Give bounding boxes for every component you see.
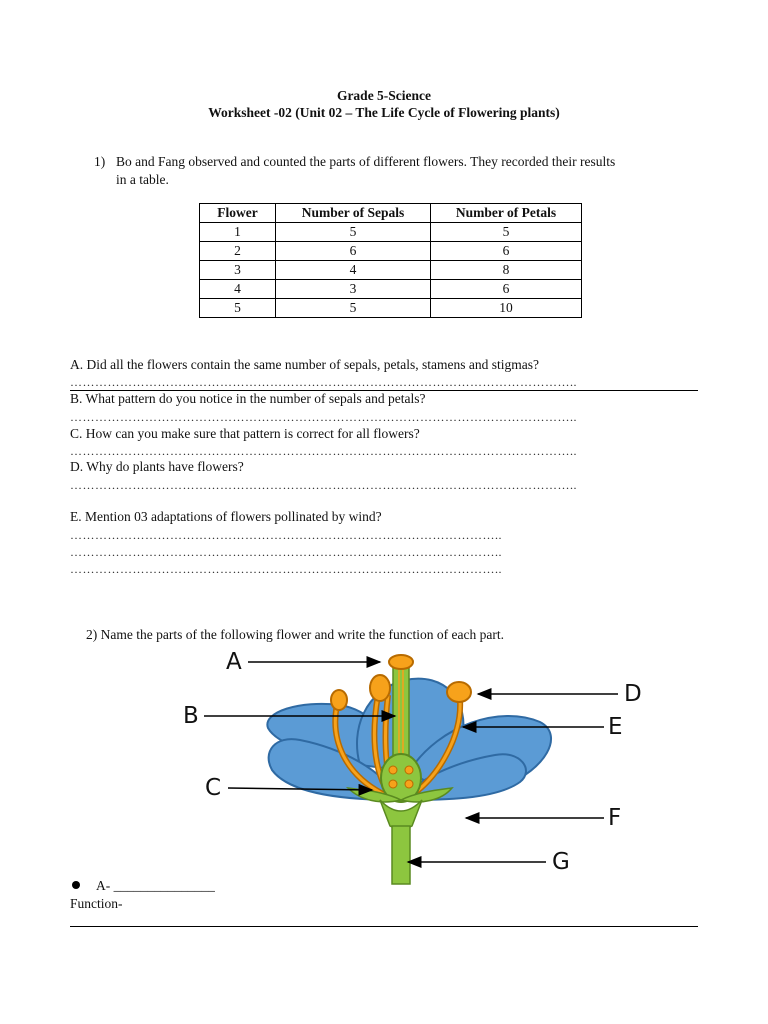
table-cell: 5 bbox=[431, 223, 582, 242]
answer-line-e3[interactable]: ………………………………………………………………………………………….. bbox=[70, 562, 502, 576]
header-sepals: Number of Sepals bbox=[276, 204, 431, 223]
diagram-label-c: C bbox=[205, 775, 222, 801]
question-d: D. Why do plants have flowers? bbox=[70, 459, 244, 474]
answer-line-c[interactable]: ………………………………………………………………………………………………………….. bbox=[70, 444, 577, 458]
table-cell: 8 bbox=[431, 261, 582, 280]
anther-right bbox=[447, 682, 471, 702]
ovule bbox=[405, 780, 413, 788]
bullet-a-label bbox=[96, 878, 215, 894]
question-e: E. Mention 03 adaptations of flowers pollinated by wind? bbox=[70, 509, 382, 524]
stigma bbox=[389, 655, 413, 669]
bullet-icon bbox=[72, 881, 80, 889]
header-flower: Flower bbox=[200, 204, 276, 223]
table-row bbox=[200, 223, 582, 242]
table-cell: 3 bbox=[200, 261, 276, 280]
style bbox=[393, 666, 409, 766]
flower-parts-table bbox=[199, 203, 582, 318]
answer-line-e2[interactable]: ………………………………………………………………………………………….. bbox=[70, 545, 502, 559]
diagram-label-b: B bbox=[183, 703, 199, 729]
table-cell: 10 bbox=[431, 299, 582, 318]
table-header-row bbox=[200, 204, 582, 223]
header-petals: Number of Petals bbox=[431, 204, 582, 223]
table-cell: 4 bbox=[200, 280, 276, 299]
diagram-label-a: A bbox=[226, 649, 242, 675]
table-cell: 5 bbox=[276, 223, 431, 242]
table-row bbox=[200, 280, 582, 299]
q1-number: 1) bbox=[94, 154, 106, 169]
page-subtitle: Worksheet -02 (Unit 02 – The Life Cycle of Flowering plants) bbox=[208, 105, 560, 120]
diagram-label-f: F bbox=[608, 805, 622, 831]
page-title: Grade 5-Science bbox=[336, 88, 432, 103]
table-cell: 6 bbox=[431, 280, 582, 299]
ovule bbox=[389, 780, 397, 788]
question-a: A. Did all the flowers contain the same number of sepals, petals, stamens and stigmas? bbox=[70, 357, 540, 372]
diagram-label-d: D bbox=[624, 681, 642, 707]
ovule bbox=[405, 766, 413, 774]
answer-line-e1[interactable]: ………………………………………………………………………………………….. bbox=[70, 528, 502, 542]
answer-line-a[interactable]: ………………………………………………………………………………………………………….. bbox=[70, 375, 577, 389]
table-cell: 5 bbox=[276, 299, 431, 318]
table-row bbox=[200, 242, 582, 261]
table-row bbox=[200, 299, 582, 318]
anther-left bbox=[370, 675, 390, 701]
bullet-a-text: A- bbox=[96, 878, 114, 893]
table-cell: 3 bbox=[276, 280, 431, 299]
flower-stalk bbox=[392, 826, 410, 884]
q1-text-line1: Bo and Fang observed and counted the parts of different flowers. They recorded their results bbox=[116, 154, 616, 169]
bullet-a-blank[interactable]: _______________ bbox=[113, 878, 215, 893]
q2-prompt: 2) Name the parts of the following flower and write the function of each part. bbox=[86, 627, 504, 642]
function-answer-line[interactable] bbox=[70, 926, 698, 927]
table-cell: 6 bbox=[276, 242, 431, 261]
table-cell: 4 bbox=[276, 261, 431, 280]
receptacle bbox=[380, 800, 422, 829]
question-b: B. What pattern do you notice in the number of sepals and petals? bbox=[70, 391, 426, 406]
table-cell: 2 bbox=[200, 242, 276, 261]
question-c: C. How can you make sure that pattern is correct for all flowers? bbox=[70, 426, 420, 441]
table-cell: 1 bbox=[200, 223, 276, 242]
diagram-label-g: G bbox=[552, 849, 570, 875]
table-row bbox=[200, 261, 582, 280]
table-cell: 5 bbox=[200, 299, 276, 318]
diagram-label-e: E bbox=[608, 714, 623, 740]
ovule bbox=[389, 766, 397, 774]
flower-diagram bbox=[160, 645, 660, 890]
q1-text-line2: in a table. bbox=[116, 172, 169, 187]
anther-left-2 bbox=[331, 690, 347, 710]
answer-line-d[interactable]: ………………………………………………………………………………………………………….. bbox=[70, 478, 577, 492]
table-cell: 6 bbox=[431, 242, 582, 261]
answer-line-b[interactable]: ………………………………………………………………………………………………………….. bbox=[70, 410, 577, 424]
function-label: Function- bbox=[70, 896, 123, 911]
